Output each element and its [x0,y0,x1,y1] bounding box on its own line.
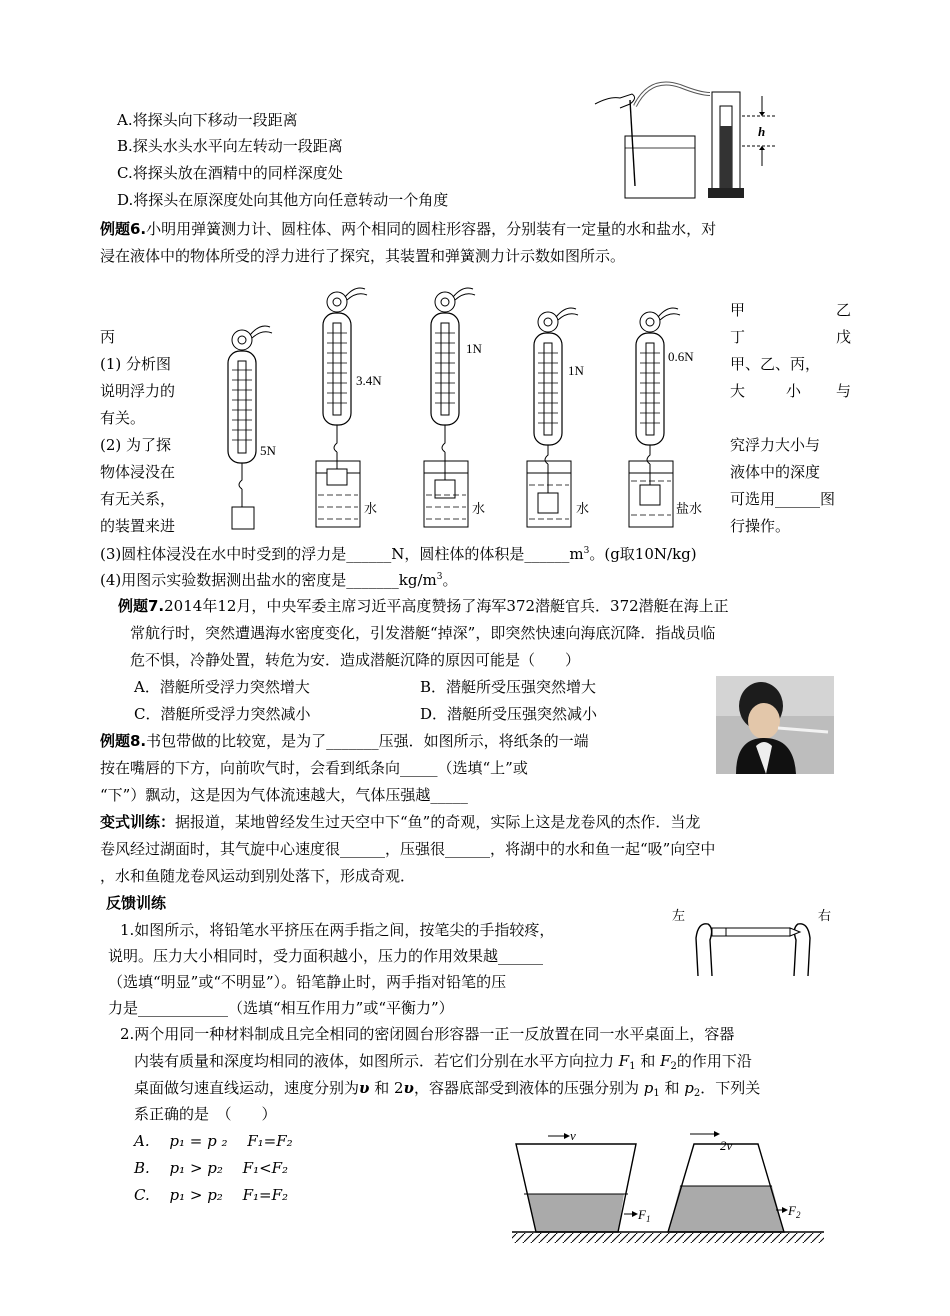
fb-q1-line3: （选填“明显”或“不明显”）。铅笔静止时，两手指对铅笔的压 [108,973,507,991]
ex6-q2-4: 的装置来进 [100,517,176,535]
label-jia: 甲 [730,301,746,319]
ex6-right-xiao: 小 [786,382,802,400]
reading-4: 1N [568,363,584,378]
variant-title: 变式训练： [100,813,176,831]
fb-q1-line1: 1.如图所示，将铅笔水平挤压在两手指之间，按笔尖的手指较疼， [120,921,555,939]
label-wu: 戊 [836,328,852,346]
reading-3: 1N [466,341,482,356]
spring-scale-2 [316,288,382,527]
fb-q2-line1: 2.两个用同一种材料制成且完全相同的密闭圆台形容器一正一反放置在同一水平桌面上，容器 [120,1025,735,1043]
ex6-right2-2: 液体中的深度 [730,463,821,481]
label-right: 右 [818,908,832,923]
ex6-q2-2: 物体浸没在 [100,463,176,481]
containers-figure [508,1122,828,1252]
fb-q2-line3: 桌面做匀速直线运动，速度分别为υ 和 2υ，容器底部受到液体的压强分别为 $p_1$ 和 $p_2$．下列关 [134,1079,761,1099]
liquid-4: 水 [576,501,590,516]
ex7-option-a: A．潜艇所受浮力突然增大 [134,678,310,696]
ex6-q1-1: (1) 分析图 [100,355,172,373]
fb-q2-option-c: C. p₁ > p₂ F₁=F₂ [134,1186,288,1204]
blowing-paper-photo [716,676,834,774]
q5-option-c: C.将探头放在酒精中的同样深度处 [117,164,343,182]
fb-q2-option-a: A. p₁ = p ₂ F₁=F₂ [134,1132,293,1150]
ex7-option-b: B．潜艇所受压强突然增大 [420,678,597,696]
ex6-right2-1: 究浮力大小与 [730,436,821,454]
label-bing: 丙 [100,328,116,346]
ex6-q1-3: 有关。 [100,409,146,427]
ex6-right-q1: 甲、乙、丙， [730,355,821,373]
ex8-line2: 按在嘴唇的下方，向前吹气时，会看到纸条向_____（选填“上”或 [100,759,528,777]
fb-q2-line4: 系正确的是 （ ） [134,1105,277,1123]
spring-scale-1 [228,326,277,529]
ex6-right-yu: 与 [836,382,852,400]
ex6-q3: (3)圆柱体浸没在水中时受到的浮力是______N，圆柱体的体积是$\_\_\_\_\_\_m^3$。(g取10N/kg) [100,545,697,563]
ex6-q4: (4)用图示实验数据测出盐水的密度是$\_\_\_\_\_\_\_kg/m^3$。 [100,571,458,589]
reading-5: 0.6N [668,349,694,364]
f2-label: $F_2$ [788,1203,801,1220]
fb-q1-line4: 力是____________（选填“相互作用力”或“平衡力”） [108,999,454,1017]
ex6-text1: 小明用弹簧测力计、圆柱体、两个相同的圆柱形容器，分别装有一定量的水和盐水，对 [146,220,717,238]
spring-scale-4 [527,308,589,527]
ex8-title: 例题8. [100,732,147,750]
ex7-title: 例题7. [118,597,165,615]
liquid-5: 盐水 [676,501,703,516]
ex6-q1-2: 说明浮力的 [100,382,176,400]
h-label: h [758,124,766,139]
ex6-q2-1: (2) 为了探 [100,436,172,454]
ex7-line2: 常航行时，突然遭遇海水密度变化，引发潜艇“掉深”，即突然快速向海底沉降．指战员临 [130,624,716,642]
ex6-line1 [100,219,716,239]
ex6-line2: 浸在液体中的物体所受的浮力进行了探究，其装置和弹簧测力计示数如图所示。 [100,247,626,265]
label-yi: 乙 [836,301,852,319]
ex6-right2-3: 可选用______图 [730,490,836,508]
variant-line2: 卷风经过湖面时，其气旋中心速度很______，压强很______，将湖中的水和鱼一起“吸”向空中 [100,840,716,858]
q5-option-a: A.将探头向下移动一段距离 [117,111,298,129]
label-ding: 丁 [730,328,746,346]
fb-q2-option-b: B. p₁ > p₂ F₁<F₂ [134,1159,289,1177]
feedback-title: 反馈训练 [106,894,167,912]
ex7-line3: 危不惧，冷静处置，转危为安．造成潜艇沉降的原因可能是（ ） [130,651,581,669]
pencil-fingers-figure [668,906,848,984]
ex8-line3: “下”）飘动，这是因为气体流速越大，气体压强越_____ [100,786,468,804]
ex6-right2-4: 行操作。 [730,517,791,535]
spring-scale-3 [424,288,485,527]
v1-label: v [570,1128,576,1143]
ex7-line1: 例题7.2014年12月，中央军委主席习近平高度赞扬了海军372潜艇官兵．372潜艇在海上正 [118,597,729,615]
q5-option-b: B.探头水头水平向左转动一段距离 [117,137,343,155]
label-left: 左 [672,908,686,923]
ex7-option-d: D．潜艇所受压强突然减小 [420,705,598,723]
liquid-2: 水 [364,501,378,516]
pressure-gauge-figure [590,76,780,206]
reading-1: 5N [260,443,276,458]
ex8-line1: 例题8.书包带做的比较宽，是为了_______压强．如图所示，将纸条的一端 [100,732,589,750]
q5-option-d: D.将探头在原深度处向其他方向任意转动一个角度 [117,191,449,209]
fb-q2-line2: 内装有质量和深度均相同的液体，如图所示．若它们分别在水平方向拉力 $F_1$ 和 $F_2$的作用下沿 [134,1052,752,1072]
variant-line1: 变式训练：据报道，某地曾经发生过天空中下“鱼”的奇观，实际上这是龙卷风的杰作．当龙 [100,813,701,831]
f1-label: $F_1$ [638,1207,651,1224]
fb-q1-line2: 说明。压力大小相同时，受力面积越小，压力的作用效果越______ [108,947,544,965]
variant-line3: ，水和鱼随龙卷风运动到别处落下，形成奇观． [100,867,416,885]
ex6-title: 例题6. [100,220,147,238]
v2-label: 2v [720,1138,733,1153]
spring-scale-5 [629,308,702,527]
ex6-right-da: 大 [730,382,746,400]
ex6-q2-3: 有无关系， [100,490,176,508]
ex7-option-c: C．潜艇所受浮力突然减小 [134,705,311,723]
liquid-3: 水 [472,501,486,516]
reading-2: 3.4N [356,373,382,388]
spring-scale-figure [210,285,730,545]
